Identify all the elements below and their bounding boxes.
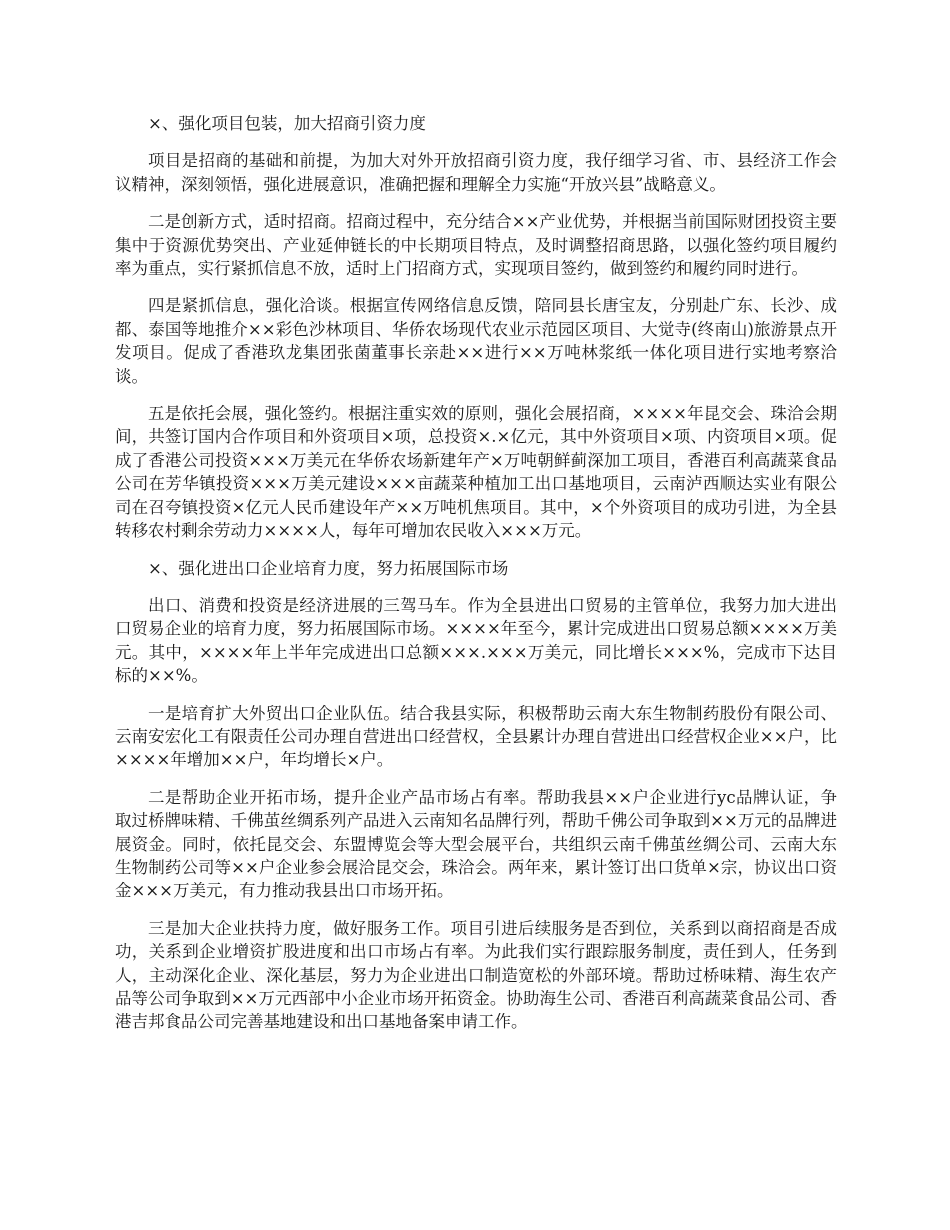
section-heading: ×、强化进出口企业培育力度，努力拓展国际市场 xyxy=(148,558,509,578)
paragraph: 三是加大企业扶持力度，做好服务工作。项目引进后续服务是否到位，关系到以商招商是否成功，关系到企业增资扩股进度和出口市场占有率。为此我们实行跟踪服务制度，责任到人，任务到人，主动深化企业、深化基层，努力为企业进出口制造宽松的外部环境。帮助过桥味精、海生农产品等公司争取到××万元西部中小企业市场开拓资金。协助海生公司、香港百利高蔬菜食品公司、香港吉邦食品公司完善基地建设和出口基地备案申请工作。 xyxy=(115,918,837,1032)
paragraph: 一是培育扩大外贸出口企业队伍。结合我县实际，积极帮助云南大东生物制药股份有限公司、云南安宏化工有限责任公司办理自营进出口经营权，全县累计办理自营进出口经营权企业××户，比××××年增加××户，年均增长×户。 xyxy=(115,703,837,770)
paragraph: 二是创新方式，适时招商。招商过程中，充分结合××产业优势，并根据当前国际财团投资主要集中于资源优势突出、产业延伸链长的中长期项目特点，及时调整招商思路，以强化签约项目履约率为重点，实行紧抓信息不放，适时上门招商方式，实现项目签约，做到签约和履约同时进行。 xyxy=(115,212,837,279)
document-body xyxy=(115,112,837,1048)
section-heading: ×、强化项目包装，加大招商引资力度 xyxy=(148,114,426,133)
paragraph: 五是依托会展，强化签约。根据注重实效的原则，强化会展招商，××××年昆交会、珠洽会期间，共签订国内合作项目和外资项目×项，总投资×.×亿元，其中外资项目×项、内资项目×项。促成了香港公司投资×××万美元在华侨农场新建年产×万吨朝鲜蓟深加工项目，香港百利高蔬菜食品公司在芳华镇投资×××万美元建设×××亩蔬菜种植加工出口基地项目，云南泸西顺达实业有限公司在召夸镇投资×亿元人民币建设年产××万吨机焦项目。其中，×个外资项目的成功引进，为全县转移农村剩余劳动力××××人，每年可增加农民收入×××万元。 xyxy=(115,404,837,541)
paragraph: 四是紧抓信息，强化洽谈。根据宣传网络信息反馈，陪同县长唐宝友，分别赴广东、长沙、成都、泰国等地推介××彩色沙林项目、华侨农场现代农业示范园区项目、大觉寺(终南山)旅游景点开发项目。促成了香港玖龙集团张菌董事长亲赴××进行××万吨林浆纸一体化项目进行实地考察洽谈。 xyxy=(115,296,837,386)
paragraph: 二是帮助企业开拓市场，提升企业产品市场占有率。帮助我县××户企业进行yc品牌认证，争取过桥牌味精、千佛茧丝绸系列产品进入云南知名品牌行列，帮助千佛公司争取到××万元的品牌进展资金。同时，依托昆交会、东盟博览会等大型会展平台，共组织云南千佛茧丝绸公司、云南大东生物制药公司等××户企业参会展洽昆交会，珠洽会。两年来，累计签订出口货单×宗，协议出口资金×××万美元，有力推动我县出口市场开拓。 xyxy=(115,787,837,901)
paragraph: 出口、消费和投资是经济进展的三驾马车。作为全县进出口贸易的主管单位，我努力加大进出口贸易企业的培育力度，努力拓展国际市场。××××年至今，累计完成进出口贸易总额××××万美元。其中，××××年上半年完成进出口总额×××.×××万美元，同比增长×××%，完成市下达目标的××%。 xyxy=(115,595,837,686)
paragraph: 项目是招商的基础和前提，为加大对外开放招商引资力度，我仔细学习省、市、县经济工作会议精神，深刻领悟，强化进展意识，准确把握和理解全力实施“开放兴县”战略意义。 xyxy=(115,151,837,194)
